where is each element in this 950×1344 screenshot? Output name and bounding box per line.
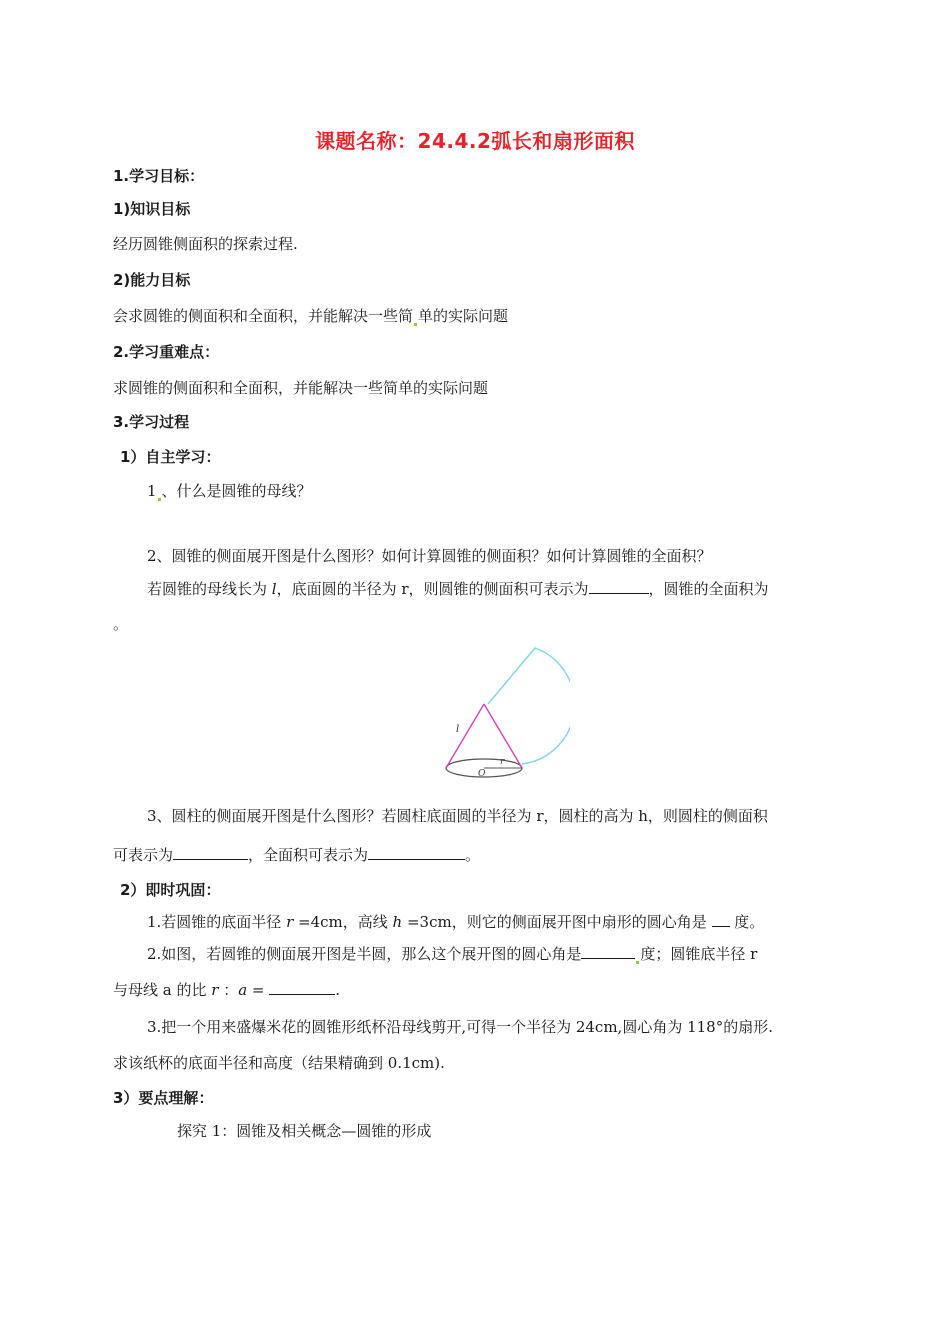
cone-base-top-dashed <box>446 759 522 768</box>
exercise-2-cont <box>113 980 340 1000</box>
marker-dot <box>636 961 639 964</box>
key-points-text: 求圆锥的侧面积和全面积，并能解决一些简单的实际问题 <box>113 379 489 397</box>
ability-goal-text-a: 会求圆锥的侧面积和全面积，并能解决一些简 <box>113 307 414 325</box>
e2-var-a: a <box>238 981 248 999</box>
e2-end-mark: . <box>335 981 341 999</box>
q3-text-b: 可表示为 <box>113 846 174 864</box>
ability-goal-text <box>113 306 508 326</box>
key-understanding-heading: 3）要点理解： <box>113 1089 214 1107</box>
knowledge-goal-heading: 1)知识目标 <box>113 200 191 218</box>
question-1 <box>147 481 312 501</box>
q3-text-c: ，全面积可表示为 <box>248 846 369 864</box>
q2-text-a: 若圆锥的母线长为 <box>147 580 272 598</box>
question-2: 2、圆锥的侧面展开图是什么图形？如何计算圆锥的侧面积？如何计算圆锥的全面积？ <box>147 547 712 565</box>
e1-text-c: =3cm，则它的侧面展开图中扇形的圆心角是 <box>402 913 712 931</box>
e1-var-r: r <box>286 913 294 931</box>
q2-var-l: l <box>271 580 277 598</box>
exercise-1 <box>147 912 764 932</box>
question-3-fill <box>113 845 480 865</box>
sector-arc <box>488 648 570 764</box>
label-o: O <box>478 769 486 779</box>
exploration-1: 探究 1：圆锥及相关概念—圆锥的形成 <box>177 1122 432 1140</box>
question-2-end <box>113 614 128 634</box>
answer-blank-semicircle-angle[interactable] <box>581 944 635 959</box>
answer-blank-cylinder-lateral[interactable] <box>173 845 248 860</box>
question-1-text: 、什么是圆锥的母线？ <box>161 482 312 500</box>
e2-text-a: 2.如图，若圆锥的侧面展开图是半圆，那么这个展开图的圆心角是 <box>147 945 582 963</box>
section-2-heading: 2.学习重难点： <box>113 343 220 361</box>
marker-dot <box>414 323 417 326</box>
marker-dot <box>158 498 161 501</box>
q2-text-b: ，底面圆的半径为 r，则圆锥的侧面积可表示为 <box>276 580 589 598</box>
answer-blank-ratio[interactable] <box>269 980 335 995</box>
exercise-3-cont: 求该纸杯的底面半径和高度（结果精确到 0.1cm). <box>113 1054 445 1072</box>
answer-blank-cylinder-total[interactable] <box>368 845 465 860</box>
ability-goal-text-b: 单的实际问题 <box>418 307 509 325</box>
e1-text-d: 度。 <box>729 913 765 931</box>
e2-var-r: r <box>211 981 219 999</box>
practice-heading: 2）即时巩固： <box>120 881 221 899</box>
section-1-heading: 1.学习目标： <box>113 167 205 185</box>
answer-blank-lateral-area[interactable] <box>589 579 649 594</box>
document-title: 课题名称：24.4.2弧长和扇形面积 <box>315 129 635 153</box>
q2-end-mark: 。 <box>113 615 129 633</box>
e2-text-c: 与母线 a 的比 <box>113 981 212 999</box>
exercise-2 <box>147 944 757 964</box>
e1-text-a: 1.若圆锥的底面半径 <box>147 913 287 931</box>
e1-text-b: =4cm，高线 <box>293 913 393 931</box>
ability-goal-heading: 2)能力目标 <box>113 271 191 289</box>
question-2-fill <box>147 579 769 599</box>
e2-text-b: 度；圆锥底半径 r <box>640 945 758 963</box>
label-r: r <box>500 757 505 767</box>
exercise-3: 3.把一个用来盛爆米花的圆锥形纸杯沿母线剪开,可得一个半径为 24cm,圆心角为 118°的扇形. <box>147 1018 773 1036</box>
knowledge-goal-text: 经历圆锥侧面积的探索过程. <box>113 235 298 253</box>
section-3-heading: 3.学习过程 <box>113 413 190 431</box>
q2-text-c: ，圆锥的全面积为 <box>648 580 769 598</box>
q3-end-mark: 。 <box>465 846 481 864</box>
e1-var-h: h <box>392 913 403 931</box>
self-study-heading: 1）自主学习： <box>120 448 221 466</box>
e2-text-e: = <box>247 981 270 999</box>
question-1-num: 1 <box>147 482 157 500</box>
question-3: 3、圆柱的侧面展开图是什么图形？若圆柱底面圆的半径为 r，圆柱的高为 h，则圆柱的侧面积 <box>147 807 768 825</box>
cone-net-figure <box>440 644 570 784</box>
label-l: l <box>456 724 460 735</box>
e2-text-d: ： <box>218 981 239 999</box>
cone-slant-left <box>446 704 484 768</box>
answer-blank-angle[interactable] <box>712 912 730 927</box>
